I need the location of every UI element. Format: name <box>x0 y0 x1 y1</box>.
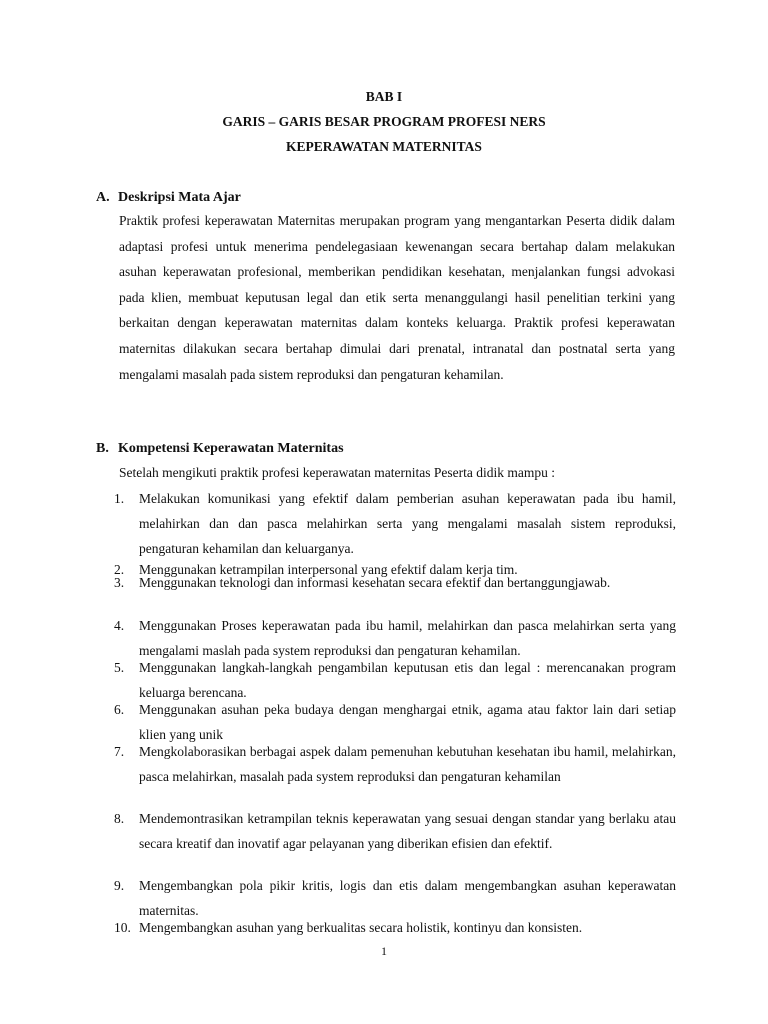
list-item-text: Melakukan komunikasi yang efektif dalam pemberian asuhan keperawatan pada ibu hamil, melahirkan dan dan pasca melahirkan serta yang mengalami masalah sistem reproduksi, pengaturan kehamilan dan keluarganya. <box>139 491 676 556</box>
section-a-heading <box>96 190 241 206</box>
list-item <box>114 486 676 561</box>
list-item <box>114 570 676 595</box>
document-subtitle: KEPERAWATAN MATERNITAS <box>286 139 482 154</box>
section-b-title: Kompetensi Keperawatan Maternitas <box>118 441 344 456</box>
page-number: 1 <box>381 944 387 958</box>
list-item-text: Menggunakan langkah-langkah pengambilan keputusan etis dan legal : merencanakan program keluarga berencana. <box>139 660 676 700</box>
list-item-number: 4. <box>114 618 125 633</box>
list-item-number: 10. <box>114 920 131 935</box>
list-item <box>114 915 676 940</box>
list-item-text: Mendemontrasikan ketrampilan teknis keperawatan yang sesuai dengan standar yang berlaku atau secara kreatif dan inovatif agar pelayanan yang diberikan efisien dan efektif. <box>139 811 676 851</box>
list-item-number: 8. <box>114 811 125 826</box>
section-a-paragraph: Praktik profesi keperawatan Maternitas merupakan program yang mengantarkan Peserta didik dalam adaptasi profesi untuk menerima pendelegasiaan kewenangan secara bertahap dalam melakukan asuhan keperawatan profesional, memberikan pendidikan kesehatan, menjalankan fungsi advokasi pada klien, membuat keputusan legal dan etik serta menanggulangi hasil penelitian terkini yang berkaitan dengan keperawatan maternitas dalam konteks keluarga. Praktik profesi keperawatan maternitas dilakukan secara bertahap dimulai dari prenatal, intranatal dan postnatal serta yang mengalami masalah pada sistem reproduksi dan pengaturan kehamilan. <box>119 213 675 382</box>
section-a-letter: A. <box>96 190 110 205</box>
list-item-number: 7. <box>114 744 125 759</box>
list-item-text: Menggunakan Proses keperawatan pada ibu hamil, melahirkan dan pasca melahirkan serta yang mengalami maslah pada system reproduksi dan pengaturan kehamilan. <box>139 618 676 658</box>
section-a-title: Deskripsi Mata Ajar <box>118 190 241 205</box>
list-item-number: 3. <box>114 575 125 590</box>
list-item-number: 1. <box>114 491 125 506</box>
list-item-text: Mengembangkan pola pikir kritis, logis dan etis dalam mengembangkan asuhan keperawatan maternitas. <box>139 878 676 918</box>
list-item <box>114 806 676 856</box>
chapter-label: BAB I <box>365 89 403 104</box>
section-b-intro: Setelah mengikuti praktik profesi keperawatan maternitas Peserta didik mampu : <box>119 465 555 480</box>
list-item-text: Mengkolaborasikan berbagai aspek dalam pemenuhan kebutuhan kesehatan ibu hamil, melahirkan, pasca melahirkan, masalah pada system reproduksi dan pengaturan kehamilan <box>139 744 676 784</box>
list-item-number: 5. <box>114 660 125 675</box>
list-item-number: 6. <box>114 702 125 717</box>
section-b-heading <box>96 441 344 457</box>
list-item-number: 9. <box>114 878 125 893</box>
list-item-number: 2. <box>114 562 125 577</box>
list-item-text: Menggunakan asuhan peka budaya dengan menghargai etnik, agama atau faktor lain dari setiap klien yang unik <box>139 702 676 742</box>
section-b-letter: B. <box>96 441 109 456</box>
list-item-text: Mengembangkan asuhan yang berkualitas secara holistik, kontinyu dan konsisten. <box>139 920 583 935</box>
list-item-text: Menggunakan teknologi dan informasi kesehatan secara efektif dan bertanggungjawab. <box>139 575 611 590</box>
document-title: GARIS – GARIS BESAR PROGRAM PROFESI NERS <box>222 114 546 129</box>
list-item-text: Menggunakan ketrampilan interpersonal yang efektif dalam kerja tim. <box>139 562 518 577</box>
list-item <box>114 739 676 789</box>
